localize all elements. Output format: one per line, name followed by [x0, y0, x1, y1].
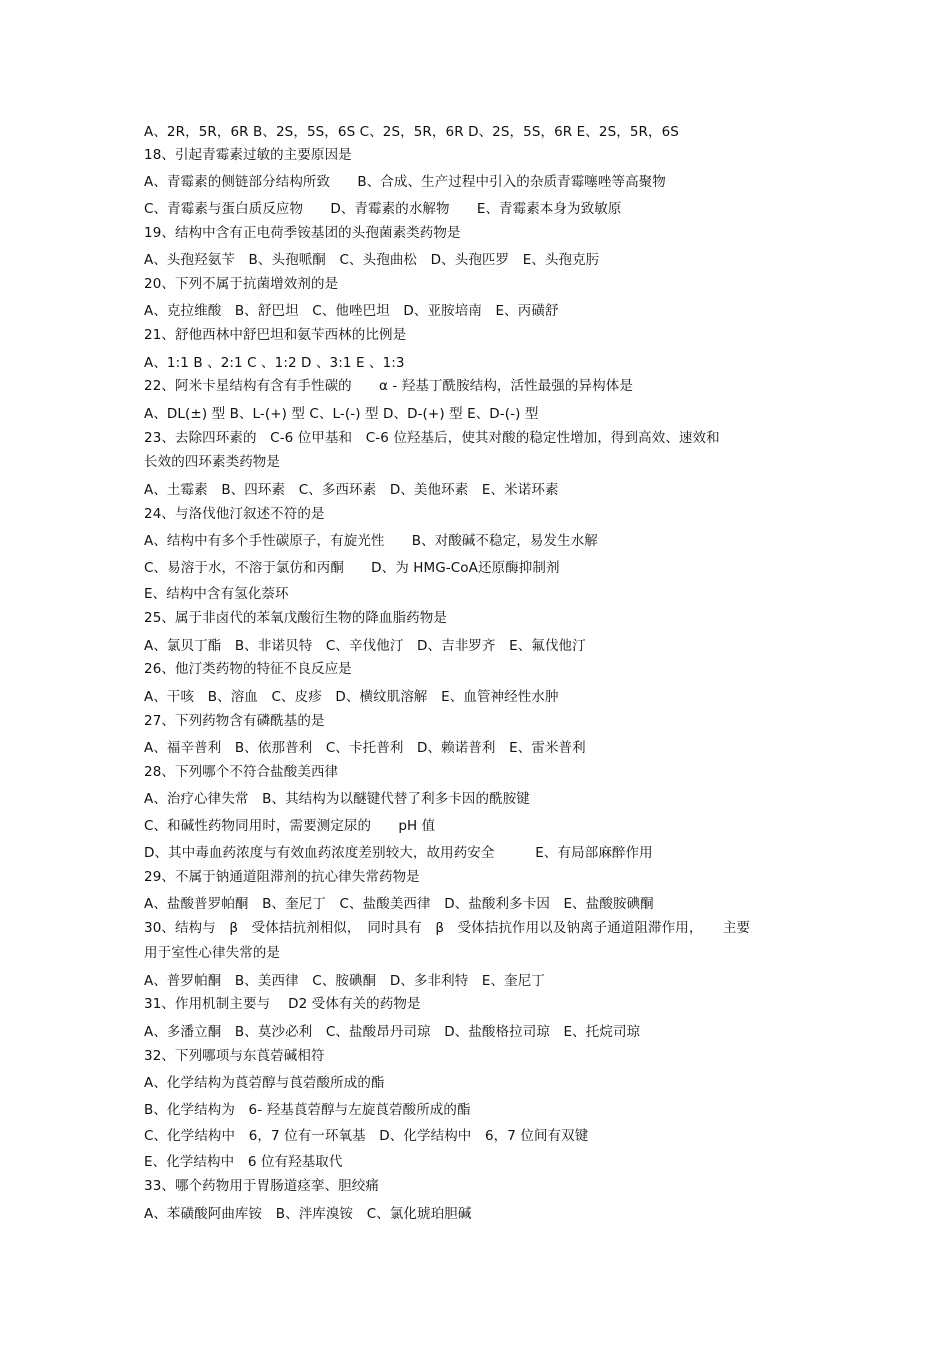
text-line: 21、舒他西林中舒巴坦和氨苄西林的比例是: [144, 327, 407, 343]
text-line: 28、下列哪个不符合盐酸美西律: [144, 764, 339, 780]
text-line: A、盐酸普罗帕酮 B、奎尼丁 C、盐酸美西律 D、盐酸利多卡因 E、盐酸胺碘酮: [144, 896, 654, 912]
text-line: A、多潘立酮 B、莫沙必利 C、盐酸昂丹司琼 D、盐酸格拉司琼 E、托烷司琼: [144, 1024, 641, 1040]
text-line: 30、结构与 β 受体拮抗剂相似， 同时具有 β 受体拮抗作用以及钠离子通道阻滞作用， 主要: [144, 920, 751, 936]
text-line: 29、不属于钠通道阻滞剂的抗心律失常药物是: [144, 869, 420, 885]
text-line: 33、哪个药物用于胃肠道痉挛、胆绞痛: [144, 1178, 379, 1194]
text-line: A、头孢羟氨苄 B、头孢哌酮 C、头孢曲松 D、头孢匹罗 E、头孢克肟: [144, 252, 600, 268]
text-line: A、苯磺酸阿曲库铵 B、泮库溴铵 C、氯化琥珀胆碱: [144, 1206, 472, 1222]
text-line: C、易溶于水，不溶于氯仿和丙酮 D、为 HMG-CoA还原酶抑制剂: [144, 560, 560, 576]
text-line: A、干咳 B、溶血 C、皮疹 D、横纹肌溶解 E、血管神经性水肿: [144, 689, 559, 705]
text-line: A、1:1 B 、2:1 C 、1:2 D 、3:1 E 、1:3: [144, 355, 405, 371]
text-line: 19、结构中含有正电荷季铵基团的头孢菌素类药物是: [144, 225, 461, 241]
text-line: C、和碱性药物同用时，需要测定尿的 pH 值: [144, 818, 436, 834]
text-line: A、治疗心律失常 B、其结构为以醚键代替了利多卡因的酰胺键: [144, 791, 530, 807]
text-line: A、福辛普利 B、依那普利 C、卡托普利 D、赖诺普利 E、雷米普利: [144, 740, 586, 756]
text-line: A、DL(±) 型 B、L-(+) 型 C、L-(-) 型 D、D-(+) 型 E、D-(-) 型: [144, 406, 539, 422]
text-line: A、结构中有多个手性碳原子，有旋光性 B、对酸碱不稳定，易发生水解: [144, 533, 598, 549]
text-line: C、化学结构中 6，7 位有一环氧基 D、化学结构中 6，7 位间有双键: [144, 1128, 589, 1144]
text-line: 长效的四环素类药物是: [144, 454, 280, 470]
text-line: E、化学结构中 6 位有羟基取代: [144, 1154, 343, 1170]
text-line: A、普罗帕酮 B、美西律 C、胺碘酮 D、多非利特 E、奎尼丁: [144, 973, 545, 989]
text-line: 23、去除四环素的 C-6 位甲基和 C-6 位羟基后，使其对酸的稳定性增加，得到高效、速效和: [144, 430, 720, 446]
text-line: A、克拉维酸 B、舒巴坦 C、他唑巴坦 D、亚胺培南 E、丙磺舒: [144, 303, 559, 319]
text-line: A、氯贝丁酯 B、非诺贝特 C、辛伐他汀 D、吉非罗齐 E、氟伐他汀: [144, 638, 586, 654]
text-line: 27、下列药物含有磷酰基的是: [144, 713, 325, 729]
text-line: 31、作用机制主要与 D2 受体有关的药物是: [144, 996, 421, 1012]
text-line: 26、他汀类药物的特征不良反应是: [144, 661, 352, 677]
text-line: A、化学结构为莨菪醇与莨菪酸所成的酯: [144, 1075, 385, 1091]
text-line: 24、与洛伐他汀叙述不符的是: [144, 506, 325, 522]
text-line: 20、下列不属于抗菌增效剂的是: [144, 276, 339, 292]
text-line: A、土霉素 B、四环素 C、多西环素 D、美他环素 E、米诺环素: [144, 482, 559, 498]
text-line: 18、引起青霉素过敏的主要原因是: [144, 147, 352, 163]
text-line: 25、属于非卤代的苯氧戊酸衍生物的降血脂药物是: [144, 610, 447, 626]
text-line: 用于室性心律失常的是: [144, 945, 280, 961]
text-line: 32、下列哪项与东莨菪碱相符: [144, 1048, 325, 1064]
text-line: B、化学结构为 6- 羟基莨菪醇与左旋莨菪酸所成的酯: [144, 1102, 471, 1118]
text-line: A、青霉素的侧链部分结构所致 B、合成、生产过程中引入的杂质青霉噻唑等高聚物: [144, 174, 666, 190]
text-line: A、2R，5R，6R B、2S，5S，6S C、2S，5R，6R D、2S，5S，6R E、2S，5R，6S: [144, 124, 679, 140]
text-line: C、青霉素与蛋白质反应物 D、青霉素的水解物 E、青霉素本身为致敏原: [144, 201, 622, 217]
text-line: E、结构中含有氢化萘环: [144, 586, 289, 602]
text-line: D、其中毒血药浓度与有效血药浓度差别较大，故用药安全 E、有局部麻醉作用: [144, 845, 653, 861]
text-line: 22、阿米卡星结构有含有手性碳的 α - 羟基丁酰胺结构，活性最强的异构体是: [144, 378, 633, 394]
